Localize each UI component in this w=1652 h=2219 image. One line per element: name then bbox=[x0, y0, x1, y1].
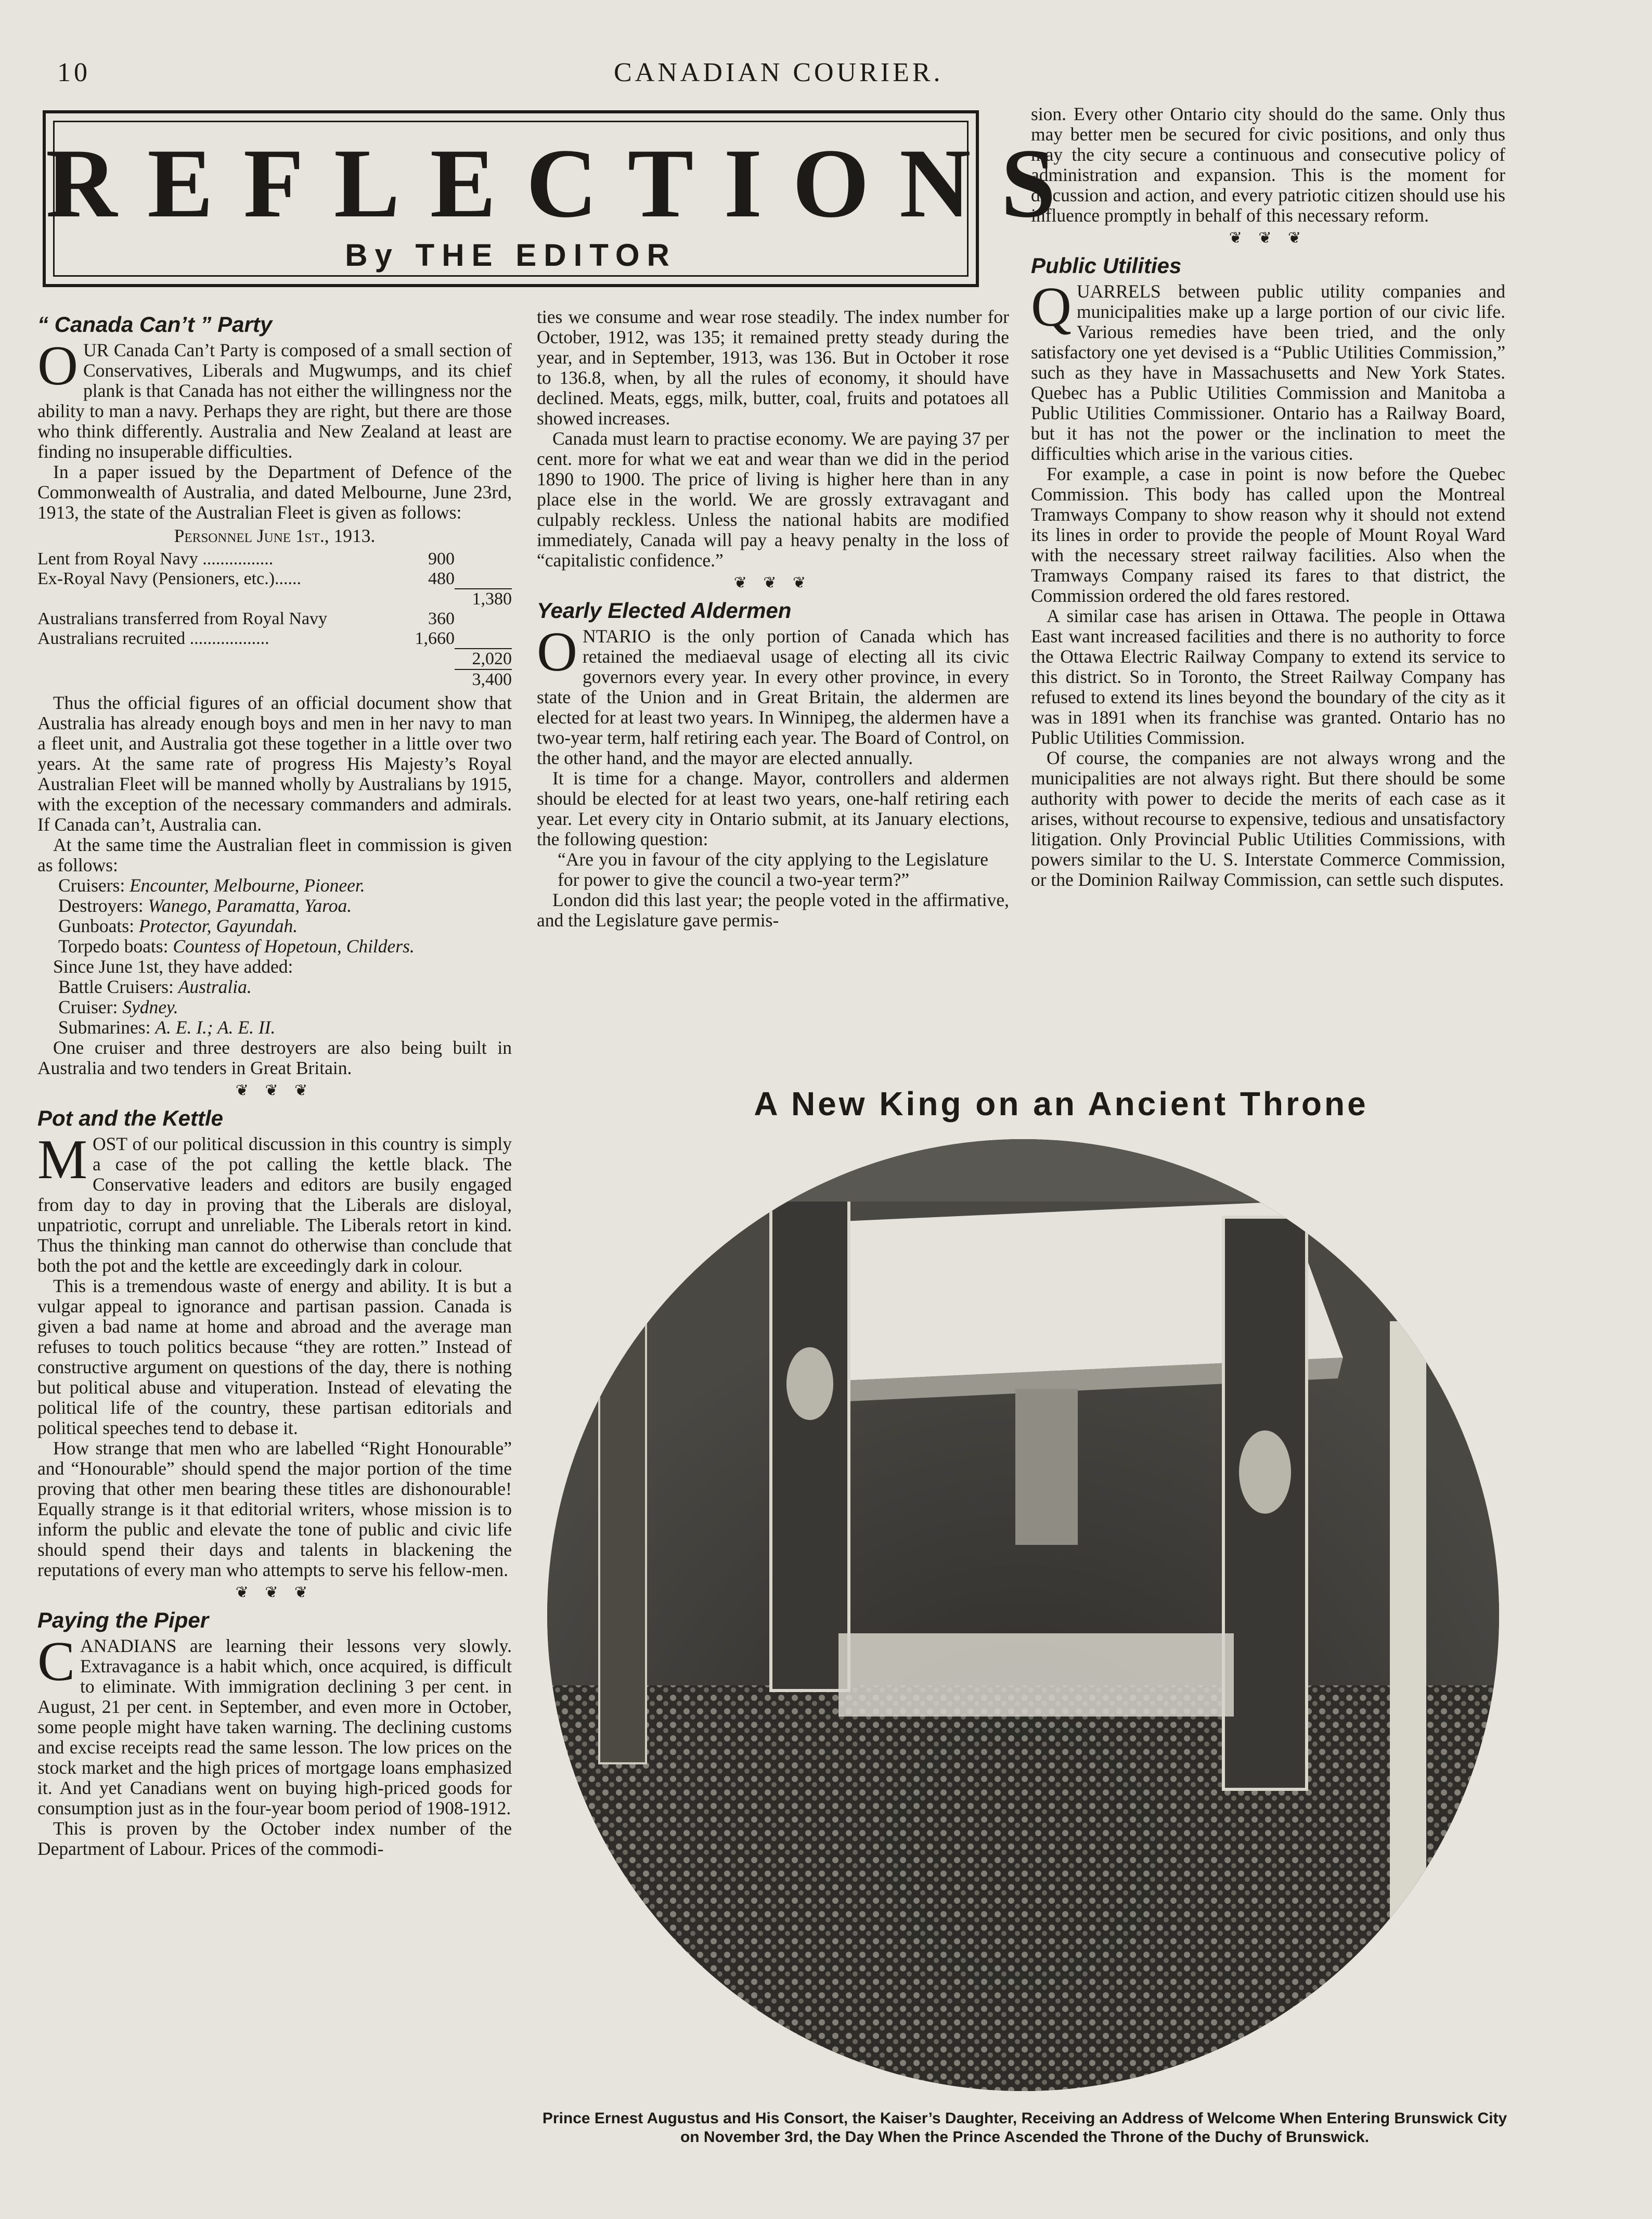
fleet-list-item: Cruiser: Sydney. bbox=[58, 997, 178, 1017]
section-paragraph: London did this last year; the people voted in the affirmative, and the Legislature gave permis- bbox=[537, 889, 1009, 931]
table-row: 1,380 bbox=[37, 589, 512, 609]
page-number: 10 bbox=[57, 58, 91, 87]
section-paragraph: This is a tremendous waste of energy and ability. It is but a vulgar appeal to ignorance and partisan passion. Canada is given a bad name at home and abroad and the average man refuses to touch politics because “they are rotten.” Instead of constructive argument on questions of the day, there is nothing but political abuse and vituperation. Instead of elevating the political life of the country, these partisan editorials and political speeches tend to debase it. bbox=[37, 1275, 512, 1438]
section-paragraph: MOST of our political discussion in this country is simply a case of the pot calling the kettle black. The Conservative leaders and editors are busily engaged from day to day in proving that the Liberals are disloyal, unpatriotic, corrupt and unreliable. The Liberals retort in kind. Thus the thinking man cannot do otherwise than conclude that both the pot and the kettle are exceedingly dark in colour. bbox=[37, 1129, 512, 1276]
fleet-list-item: Torpedo boats: Countess of Hopetoun, Childers. bbox=[58, 936, 415, 957]
section-paragraph: It is time for a change. Mayor, controllers and aldermen should be elected for at least two years, one-half retiring each year. Let every city in Ontario submit, at its January elections, the following question: bbox=[537, 768, 1009, 849]
column-left bbox=[37, 307, 512, 1859]
section-paragraph: QUARRELS between public utility companies and municipalities make up a large portion of our civic life. Various remedies have been tried, and the only satisfactory one yet devised is a “Public Utilities Commission,” such as they have in Massachusetts and New York States. Quebec has a Public Utilities Commission and Manitoba a Public Utilities Commissioner. Ontario has a Railway Board, but it has not the power or the inclination to meet the difficulties which arise in the various cities. bbox=[1031, 276, 1505, 464]
section-paragraph: A similar case has arisen in Ottawa. The people in Ottawa East want increased facilities and there is no authority to force the Ottawa Electric Railway Company to extend its service to this district. So in Toronto, the Street Railway Company has refused to extend its lines beyond the boundary of the city as it was in 1891 when its franchise was granted. Ontario has no Public Utilities Commission. bbox=[1031, 605, 1505, 748]
section-ornament: ❦ ❦ ❦ bbox=[1229, 229, 1308, 247]
fleet-list-item: Cruisers: Encounter, Melbourne, Pioneer. bbox=[58, 875, 365, 896]
section-heading-canada-cant: “ Canada Can’t ” Party bbox=[37, 312, 273, 337]
table-row: Lent from Royal Navy ................ 900 bbox=[37, 549, 455, 569]
table-row: 2,020 bbox=[37, 649, 512, 669]
masthead-byline: By THE EDITOR bbox=[345, 238, 677, 273]
section-heading-yearly-aldermen: Yearly Elected Aldermen bbox=[537, 598, 792, 623]
fleet-list-item: Submarines: A. E. I.; A. E. II. bbox=[58, 1017, 276, 1038]
personnel-table bbox=[37, 549, 512, 690]
masthead-title: REFLECTIONS bbox=[46, 129, 1087, 238]
drop-cap: O bbox=[37, 335, 78, 397]
column-right bbox=[1031, 104, 1505, 890]
table-row: 3,400 bbox=[37, 669, 512, 690]
section-ornament: ❦ ❦ ❦ bbox=[733, 574, 812, 591]
section-paragraph: Since June 1st, they have added: bbox=[53, 956, 293, 977]
section-paragraph: sion. Every other Ontario city should do the same. Only thus may better men be secured for civic positions, and only thus may the city secure a continuous and consecutive policy of administration and expansion. This is the moment for discussion and action, and every patriotic citizen should use his influence promptly in behalf of this necessary reform. bbox=[1031, 104, 1505, 226]
section-heading-pot-kettle: Pot and the Kettle bbox=[37, 1106, 224, 1130]
section-paragraph: At the same time the Australian fleet in commission is given as follows: bbox=[37, 834, 512, 875]
photo-caption: Prince Ernest Augustus and His Consort, the Kaiser’s Daughter, Receiving an Address of Welcome When Entering Brunswick City on November 3rd, the Day When the Prince Ascended the Throne of the Duchy of Brunswick. bbox=[542, 2110, 1507, 2146]
column-middle bbox=[537, 307, 1009, 931]
section-paragraph: For example, a case in point is now before the Quebec Commission. This body has called upon the Montreal Tramways Company to show reason why it should not extend its lines in order to provide the people of Mount Royal Ward with the necessary street railway facilities. Also when the Tramways Company raised its fares to that district, the Commission ordered the old fares restored. bbox=[1031, 463, 1505, 606]
personnel-table-heading: Personnel June 1st., 1913. bbox=[174, 525, 376, 546]
circular-photograph bbox=[547, 1139, 1499, 2091]
section-paragraph: How strange that men who are labelled “Right Honourable” and “Honourable” should spend the major portion of the time proving that other men bearing these titles are dishonourable! Equally strange is it that editorial writers, whose mission is to inform the public and elevate the tone of public and civic life should spend their days and talents in blackening the reputations of every man who attempts to serve his fellow-men. bbox=[37, 1438, 512, 1580]
fleet-list-item: Gunboats: Protector, Gayundah. bbox=[58, 915, 298, 936]
section-heading-paying-piper: Paying the Piper bbox=[37, 1608, 209, 1632]
section-paragraph: CANADIANS are learning their lessons very slowly. Extravagance is a habit which, once acquired, is difficult to eliminate. With immigration declining 3 per cent. in August, 21 per cent. in September, and even more in October, some people might have taken warning. The declining customs and excise receipts read the same lesson. The low prices on the stock market and the high prices of mortgage loans emphasized it. And yet Canadians went on buying high-priced goods for consumption just as in the four-year boom period of 1908-1912. bbox=[37, 1631, 512, 1818]
drop-cap: C bbox=[37, 1631, 75, 1693]
table-row: Australians transferred from Royal Navy 360 bbox=[37, 609, 455, 628]
section-ornament: ❦ ❦ ❦ bbox=[235, 1584, 314, 1601]
drop-cap: O bbox=[537, 621, 577, 683]
table-row: Australians recruited .................. 1,660 bbox=[37, 629, 455, 648]
section-paragraph: In a paper issued by the Department of Defence of the Commonwealth of Australia, and dated Melbourne, June 23rd, 1913, the state of the Australian Fleet is given as follows: bbox=[37, 461, 512, 523]
fleet-list-item: Battle Cruisers: Australia. bbox=[58, 976, 252, 997]
section-paragraph: One cruiser and three destroyers are also being built in Australia and two tenders in Great Britain. bbox=[37, 1037, 512, 1078]
masthead-box bbox=[43, 110, 1087, 287]
section-paragraph: OUR Canada Can’t Party is composed of a small section of Conservatives, Liberals and Mugwumps, and its chief plank is that Canada has not either the willingness nor the ability to man a navy. Perhaps they are right, but there are those who think differently. Australia and New Zealand at least are finding no insuperable difficulties. bbox=[37, 335, 512, 462]
picture-title: A New King on an Ancient Throne bbox=[754, 1085, 1369, 1123]
drop-cap: M bbox=[37, 1129, 88, 1191]
section-heading-public-utilities: Public Utilities bbox=[1031, 253, 1182, 278]
section-paragraph: Of course, the companies are not always wrong and the municipalities are not always right. But there should be some authority with power to decide the merits of each case as it arises, without recourse to expensive, tedious and unsatisfactory litigation. Only Provincial Public Utilities Commissions, with powers similar to the U. S. Interstate Commerce Commission, or the Dominion Railway Commission, can settle such disputes. bbox=[1031, 747, 1505, 890]
section-paragraph: ONTARIO is the only portion of Canada which has retained the mediaeval usage of electing all its civic governors every year. In every other province, in every state of the Union and in Great Britain, the aldermen are elected for at least two years. In Winnipeg, the aldermen have a two-year term, half retiring each year. The Board of Control, on the other hand, and the mayor are elected annually. bbox=[537, 621, 1009, 768]
section-ornament: ❦ ❦ ❦ bbox=[235, 1082, 314, 1099]
drop-cap: Q bbox=[1031, 276, 1072, 338]
section-paragraph: This is proven by the October index number of the Department of Labour. Prices of the commodi- bbox=[37, 1818, 512, 1859]
fleet-list-item: Destroyers: Wanego, Paramatta, Yaroa. bbox=[58, 895, 352, 916]
table-row: Ex-Royal Navy (Pensioners, etc.)...... 480 bbox=[37, 569, 455, 588]
publication-name: CANADIAN COURIER. bbox=[614, 58, 944, 87]
quoted-question: “Are you in favour of the city applying to the Legislature for power to give the council a two-year term?” bbox=[558, 849, 988, 890]
section-paragraph: ties we consume and wear rose steadily. The index number for October, 1912, was 135; it remained pretty steady during the year, and in September, 1913, was 136. But in October it rose to 136.8, when, by all the rules of economy, it should have declined. Meats, eggs, milk, butter, coal, fruits and potatoes all showed increases. bbox=[537, 306, 1009, 429]
section-paragraph: Canada must learn to practise economy. We are paying 37 per cent. more for what we eat and wear than we did in the period 1890 to 1900. The price of living is higher here than in any place else in the world. We are grossly extravagant and culpably reckless. Unless the national habits are modified immediately, Canada will pay a heavy penalty in the loss of “capitalistic confidence.” bbox=[537, 428, 1009, 571]
section-paragraph: Thus the official figures of an official document show that Australia has already enough boys and men in her navy to man a fleet unit, and Australia got these together in a little over two years. At the same rate of progress His Majesty’s Royal Australian Fleet will be manned wholly by Australians by 1915, with the exception of the necessary commanders and admirals. If Canada can’t, Australia can. bbox=[37, 692, 512, 835]
photo-illustration bbox=[547, 1139, 1499, 2091]
